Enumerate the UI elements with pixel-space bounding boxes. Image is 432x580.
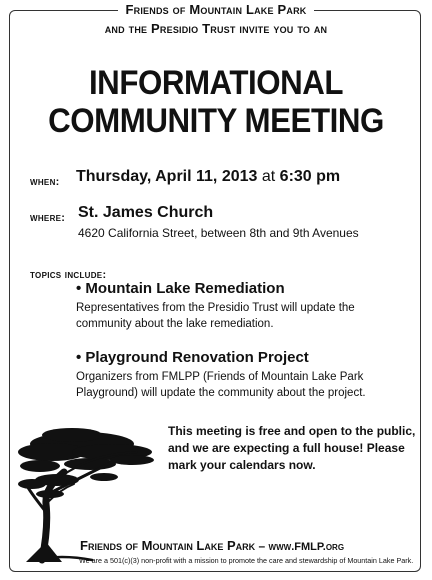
- meeting-time: 6:30 pm: [279, 168, 341, 185]
- footer-org-name: Friends of Mountain Lake Park: [80, 538, 256, 553]
- topic-description: Organizers from FMLPP (Friends of Mountain Lake Park Playground) will update the community about the project.: [76, 371, 366, 399]
- meeting-date: Thursday, April 11, 2013: [76, 168, 258, 185]
- footer-org: [80, 538, 344, 553]
- footer-dash: –: [258, 539, 266, 553]
- footer-tagline: We are a 501(c)(3) non-profit with a mission to promote the care and stewardship of Mountain Lake Park.: [79, 556, 414, 565]
- header-line-1: Friends of Mountain Lake Park: [118, 0, 315, 19]
- venue-address: 4620 California Street, between 8th and 9th Avenues: [78, 226, 359, 240]
- meeting-title: [17, 64, 414, 140]
- topic-description: Representatives from the Presidio Trust will update the community about the lake remediation.: [76, 302, 355, 330]
- topic-item: [76, 280, 406, 332]
- meeting-notice: This meeting is free and open to the public, and we are expecting a full house! Please mark your calendars now.: [168, 424, 416, 472]
- when-section: [30, 168, 341, 190]
- flyer-header: [0, 0, 432, 38]
- title-line-1: INFORMATIONAL: [88, 64, 344, 102]
- when-value: [76, 168, 340, 186]
- footer-website: www.FMLP.org: [268, 541, 345, 553]
- topic-item: [76, 349, 406, 401]
- when-label: when:: [30, 176, 60, 188]
- topics-label: topics include:: [30, 269, 107, 281]
- topic-title: • Playground Renovation Project: [76, 349, 309, 366]
- header-line-2: and the Presidio Trust invite you to an: [104, 21, 328, 36]
- venue-name: St. James Church: [78, 204, 214, 221]
- title-line-2: COMMUNITY MEETING: [48, 102, 384, 140]
- at-word: at: [261, 168, 276, 185]
- where-section: [30, 204, 359, 240]
- topic-title: • Mountain Lake Remediation: [76, 280, 285, 297]
- where-label: where:: [30, 212, 66, 224]
